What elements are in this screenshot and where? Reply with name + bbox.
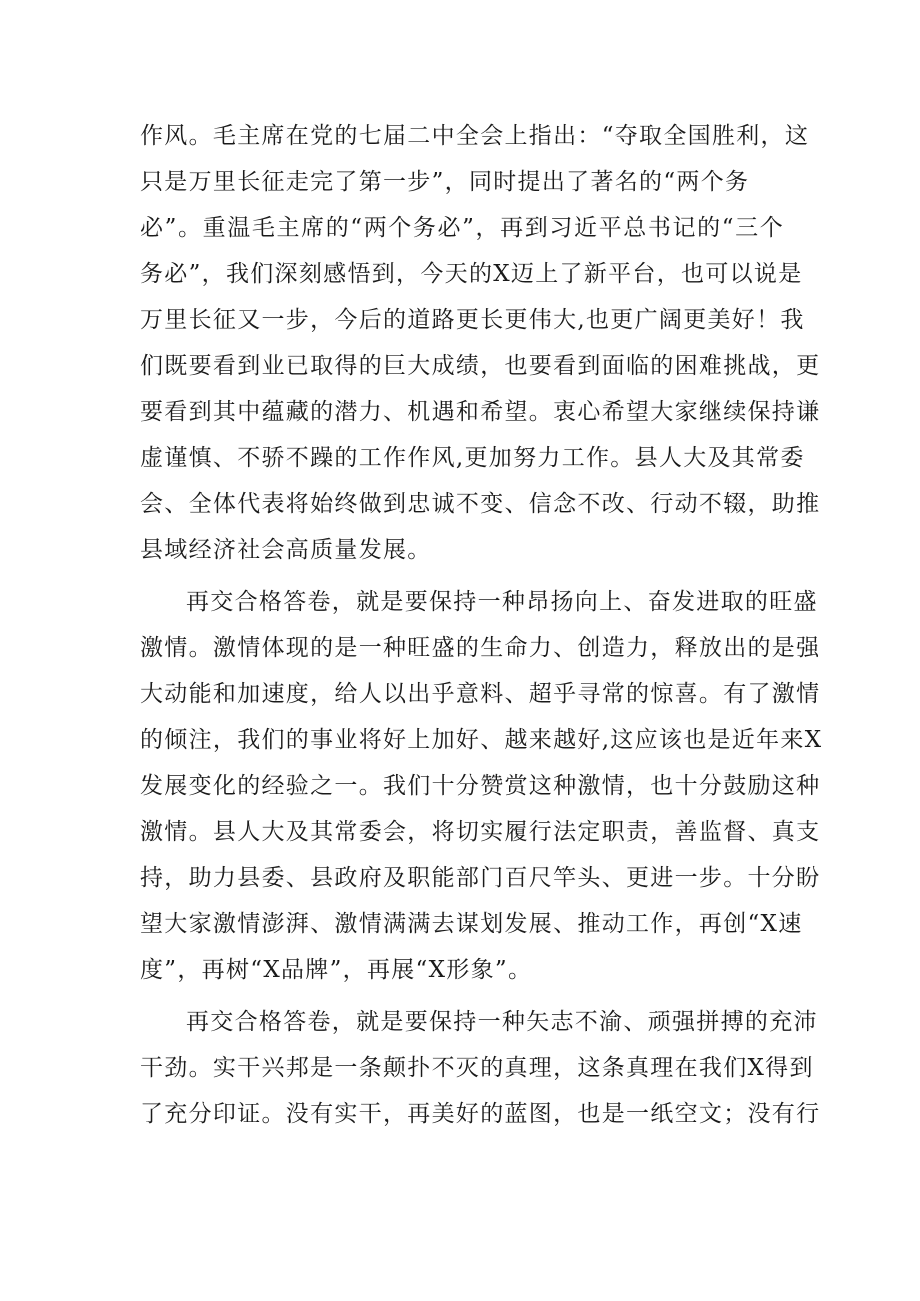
text-line: 了充分印证。没有实干，再美好的蓝图，也是一纸空文；没有行	[140, 1101, 821, 1127]
text-line: 要看到其中蕴藏的潜力、机遇和希望。衷心希望大家继续保持谦	[140, 399, 821, 425]
paragraph-2	[140, 579, 823, 993]
text-line: 度”，再树“X品牌”，再展“X形象”。	[140, 957, 533, 983]
paragraph-1	[140, 113, 821, 573]
text-line: 必”。重温毛主席的“两个务必”，再到习近平总书记的“三个	[140, 215, 784, 241]
document-body	[140, 113, 823, 1137]
text-line: 务必”，我们深刻感悟到，今天的X迈上了新平台，也可以说是	[140, 261, 803, 287]
text-line: 作风。毛主席在党的七届二中全会上指出：“夺取全国胜利，这	[140, 123, 810, 149]
text-line: 持，助力县委、县政府及职能部门百尺竿头、更进一步。十分盼	[140, 865, 821, 891]
text-line: 再交合格答卷，就是要保持一种矢志不渝、顽强拼搏的充沛	[186, 1009, 818, 1035]
text-line: 干劲。实干兴邦是一条颠扑不灭的真理，这条真理在我们X得到	[140, 1055, 814, 1081]
text-line: 只是万里长征走完了第一步”，同时提出了著名的“两个务	[140, 169, 750, 195]
text-line: 大动能和加速度，给人以出乎意料、超乎寻常的惊喜。有了激情	[140, 681, 821, 707]
text-line: 激情。激情体现的是一种旺盛的生命力、创造力，释放出的是强	[140, 635, 821, 661]
text-line: 望大家激情澎湃、激情满满去谋划发展、推动工作，再创“X速	[140, 911, 803, 937]
text-line: 再交合格答卷，就是要保持一种昂扬向上、奋发进取的旺盛	[186, 589, 818, 615]
text-line: 们既要看到业已取得的巨大成绩，也要看到面临的困难挑战，更	[140, 353, 821, 379]
text-line: 县域经济社会高质量发展。	[140, 537, 432, 563]
text-line: 虚谨慎、不骄不躁的工作作风,更加努力工作。县人大及其常委	[140, 445, 805, 471]
paragraph-3	[140, 999, 821, 1137]
text-line: 激情。县人大及其常委会，将切实履行法定职责，善监督、真支	[140, 819, 821, 845]
text-line: 万里长征又一步，今后的道路更长更伟大,也更广阔更美好！我	[140, 307, 805, 333]
text-line: 发展变化的经验之一。我们十分赞赏这种激情，也十分鼓励这种	[140, 773, 821, 799]
text-line: 会、全体代表将始终做到忠诚不变、信念不改、行动不辍，助推	[140, 491, 821, 517]
text-line: 的倾注，我们的事业将好上加好、越来越好,这应该也是近年来X	[140, 727, 823, 753]
